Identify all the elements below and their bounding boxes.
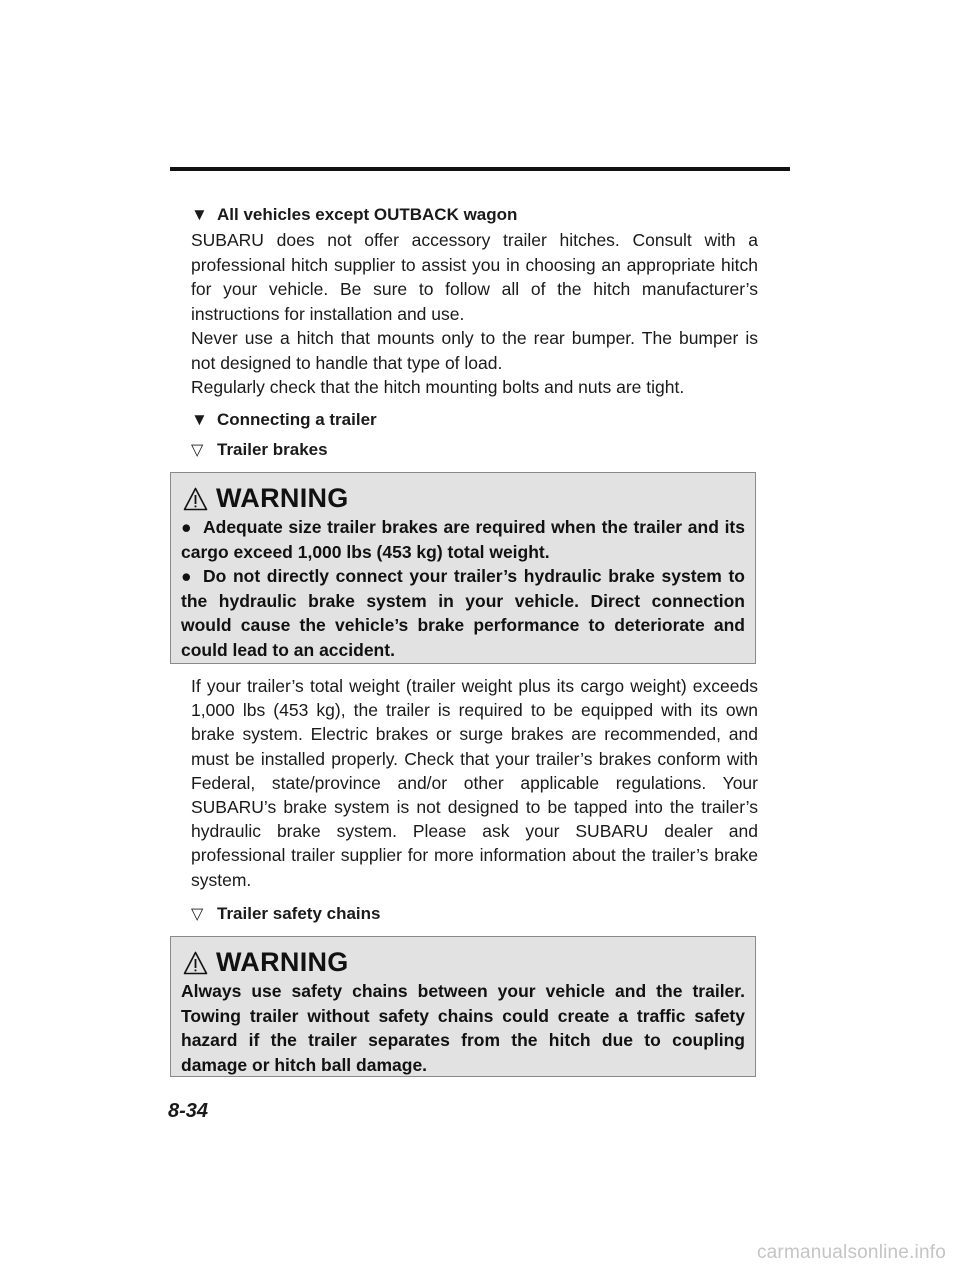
subsection-marker: ▽ (191, 906, 204, 923)
paragraph: SUBARU does not offer accessory trailer hitches. Consult with a professional hitch supplier to assist you in choosing an appropriate hitch for your vehicle. Be sure to follow all of the hitch manufacturer’s instructions for installation and use. (191, 230, 758, 324)
subsection-marker: ▽ (191, 442, 204, 459)
heading-text: All vehicles except OUTBACK wagon (217, 205, 518, 224)
warning-box-brakes (170, 472, 756, 664)
warning-bullet-text: Do not directly connect your trailer’s hydraulic brake system to the hydraulic brake system in your vehicle. Direct connection would cause the vehicle’s brake performance to deteriorate and could lead to an accident. (181, 566, 745, 660)
paragraph: Regularly check that the hitch mounting bolts and nuts are tight. (191, 377, 685, 397)
heading-text: Trailer safety chains (217, 904, 381, 923)
warning-triangle-icon (183, 487, 208, 511)
page-number: 8-34 (168, 1100, 209, 1122)
bullet-icon: ● (181, 517, 192, 537)
heading-trailer-safety-chains (191, 902, 380, 927)
warning-box-chains (170, 936, 756, 1077)
heading-connecting-trailer (191, 408, 377, 432)
heading-text: Connecting a trailer (217, 410, 377, 429)
warning-header (181, 479, 745, 515)
hitch-body (191, 228, 758, 400)
heading-text: Trailer brakes (217, 440, 328, 459)
warning-title: WARNING (216, 483, 349, 513)
warning-text: Always use safety chains between your vehicle and the trailer. Towing trailer without safety chains could create a traffic safety hazard if the trailer separates from the hitch due to coupling damage or hitch ball damage. (181, 981, 745, 1075)
watermark: carmanualsonline.info (756, 1242, 946, 1263)
heading-trailer-brakes (191, 438, 328, 463)
section-marker: ▼ (191, 205, 208, 224)
warning-title: WARNING (216, 947, 349, 977)
paragraph: Never use a hitch that mounts only to the rear bumper. The bumper is not designed to handle that type of load. (191, 328, 758, 373)
brakes-paragraph: If your trailer’s total weight (trailer weight plus its cargo weight) exceeds 1,000 lbs (453 kg), the trailer is required to be equipped with its own brake system. Electric brakes or surge brakes are recommended, and must be installed properly. Check that your trailer’s brakes conform with Federal, state/province and/or other applicable regulations. Your SUBARU’s brake system is not designed to be tapped into the trailer’s hydraulic brake system. Please ask your SUBARU dealer and professional trailer supplier for more information about the trailer’s brake system. (191, 676, 758, 890)
bullet-icon: ● (181, 566, 192, 586)
warning-bullet (181, 515, 745, 564)
top-rule (170, 167, 790, 171)
warning-header (181, 943, 745, 979)
warning-bullet-text: Adequate size trailer brakes are required when the trailer and its cargo exceed 1,000 lbs (453 kg) total weight. (181, 517, 745, 562)
warning-bullet (181, 564, 745, 662)
warning-triangle-icon (183, 951, 208, 975)
section-marker: ▼ (191, 410, 208, 429)
heading-all-vehicles (191, 203, 517, 227)
